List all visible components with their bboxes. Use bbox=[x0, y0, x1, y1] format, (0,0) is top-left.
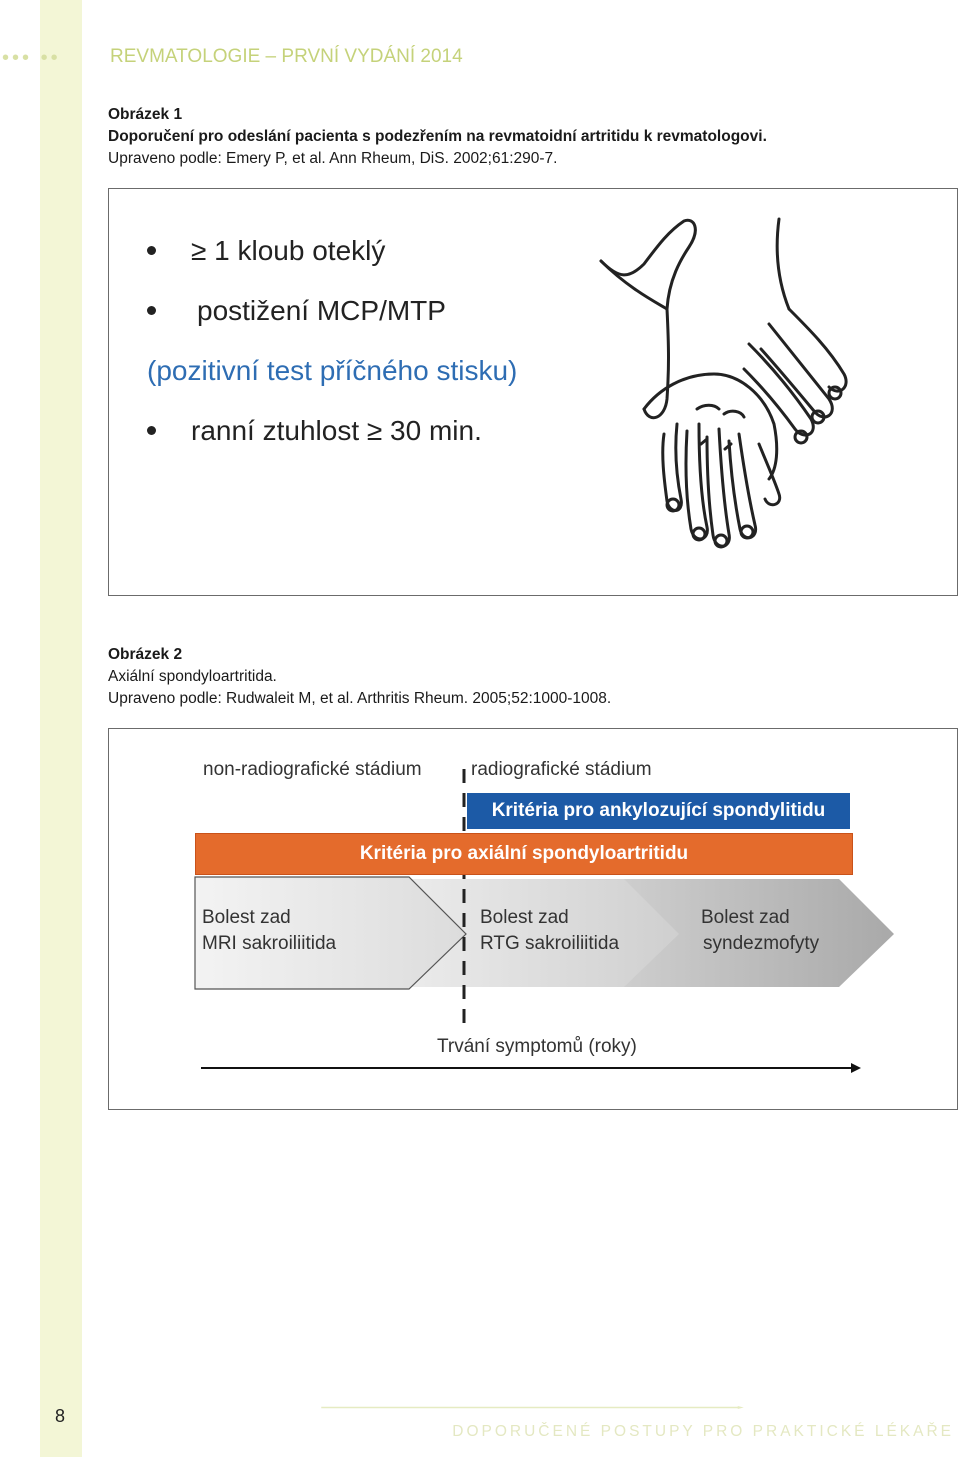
figure1-bullet-text: postižení MCP/MTP bbox=[197, 295, 446, 326]
figure1 bbox=[108, 188, 958, 596]
side-band bbox=[40, 0, 82, 1457]
figure1-bullet-text: ranní ztuhlost ≥ 30 min. bbox=[191, 415, 482, 446]
figure1-bullet-text: ≥ 1 kloub oteklý bbox=[191, 235, 386, 266]
bullet-dot-icon bbox=[147, 246, 156, 255]
figure2-source: Upraveno podle: Rudwaleit M, et al. Arthritis Rheum. 2005;52:1000-1008. bbox=[108, 690, 612, 707]
stage-arrow-label bbox=[701, 905, 819, 957]
stage-arrow-line2: RTG sakroiliitida bbox=[480, 933, 620, 954]
figure1-caption bbox=[108, 104, 767, 170]
figure2-title: Axiální spondyloartritida. bbox=[108, 668, 277, 685]
header-title: REVMATOLOGIE – PRVNÍ VYDÁNÍ 2014 bbox=[110, 46, 463, 67]
page-number: 8 bbox=[55, 1406, 66, 1426]
figure1-label: Obrázek 1 bbox=[108, 106, 183, 123]
stage-arrow-line1: Bolest zad bbox=[701, 907, 790, 928]
footer-title: DOPORUČENÉ POSTUPY PRO PRAKTICKÉ LÉKAŘE bbox=[452, 1423, 954, 1440]
figure1-title: Doporučení pro odeslání pacienta s podezřením na revmatoidní artritidu k revmatologovi. bbox=[108, 128, 767, 145]
stage-arrow-line2: MRI sakroiliitida bbox=[202, 933, 337, 954]
bullet-dot-icon bbox=[147, 306, 156, 315]
figure2 bbox=[108, 728, 958, 1110]
figure2-caption bbox=[108, 644, 611, 710]
header-dots: ••• •• bbox=[2, 47, 61, 69]
running-header bbox=[0, 44, 600, 70]
as-criteria-bar: Kritéria pro ankylozující spondylitidu bbox=[467, 793, 850, 829]
stage-arrow-line1: Bolest zad bbox=[202, 907, 291, 928]
stage-arrow-line2: syndezmofyty bbox=[703, 933, 820, 954]
stage-arrow-line1: Bolest zad bbox=[480, 907, 569, 928]
stage-arrow-label bbox=[202, 905, 336, 957]
bullet-dot-icon bbox=[147, 426, 156, 435]
stage-right-label: radiografické stádium bbox=[471, 759, 652, 780]
figure1-subnote: (pozitivní test příčného stisku) bbox=[147, 355, 518, 386]
footer-rule bbox=[110, 1406, 955, 1411]
stage-arrow-label bbox=[480, 905, 619, 957]
axspa-criteria-bar: Kritéria pro axiální spondyloartritidu bbox=[195, 833, 853, 875]
time-axis-label: Trvání symptomů (roky) bbox=[437, 1036, 637, 1057]
stage-left-label: non-radiografické stádium bbox=[203, 759, 422, 780]
hand-squeeze-icon bbox=[589, 209, 889, 559]
figure1-source: Upraveno podle: Emery P, et al. Ann Rheum, DiS. 2002;61:290-7. bbox=[108, 150, 558, 167]
figure2-label: Obrázek 2 bbox=[108, 646, 183, 663]
time-axis-arrowhead bbox=[851, 1063, 861, 1073]
